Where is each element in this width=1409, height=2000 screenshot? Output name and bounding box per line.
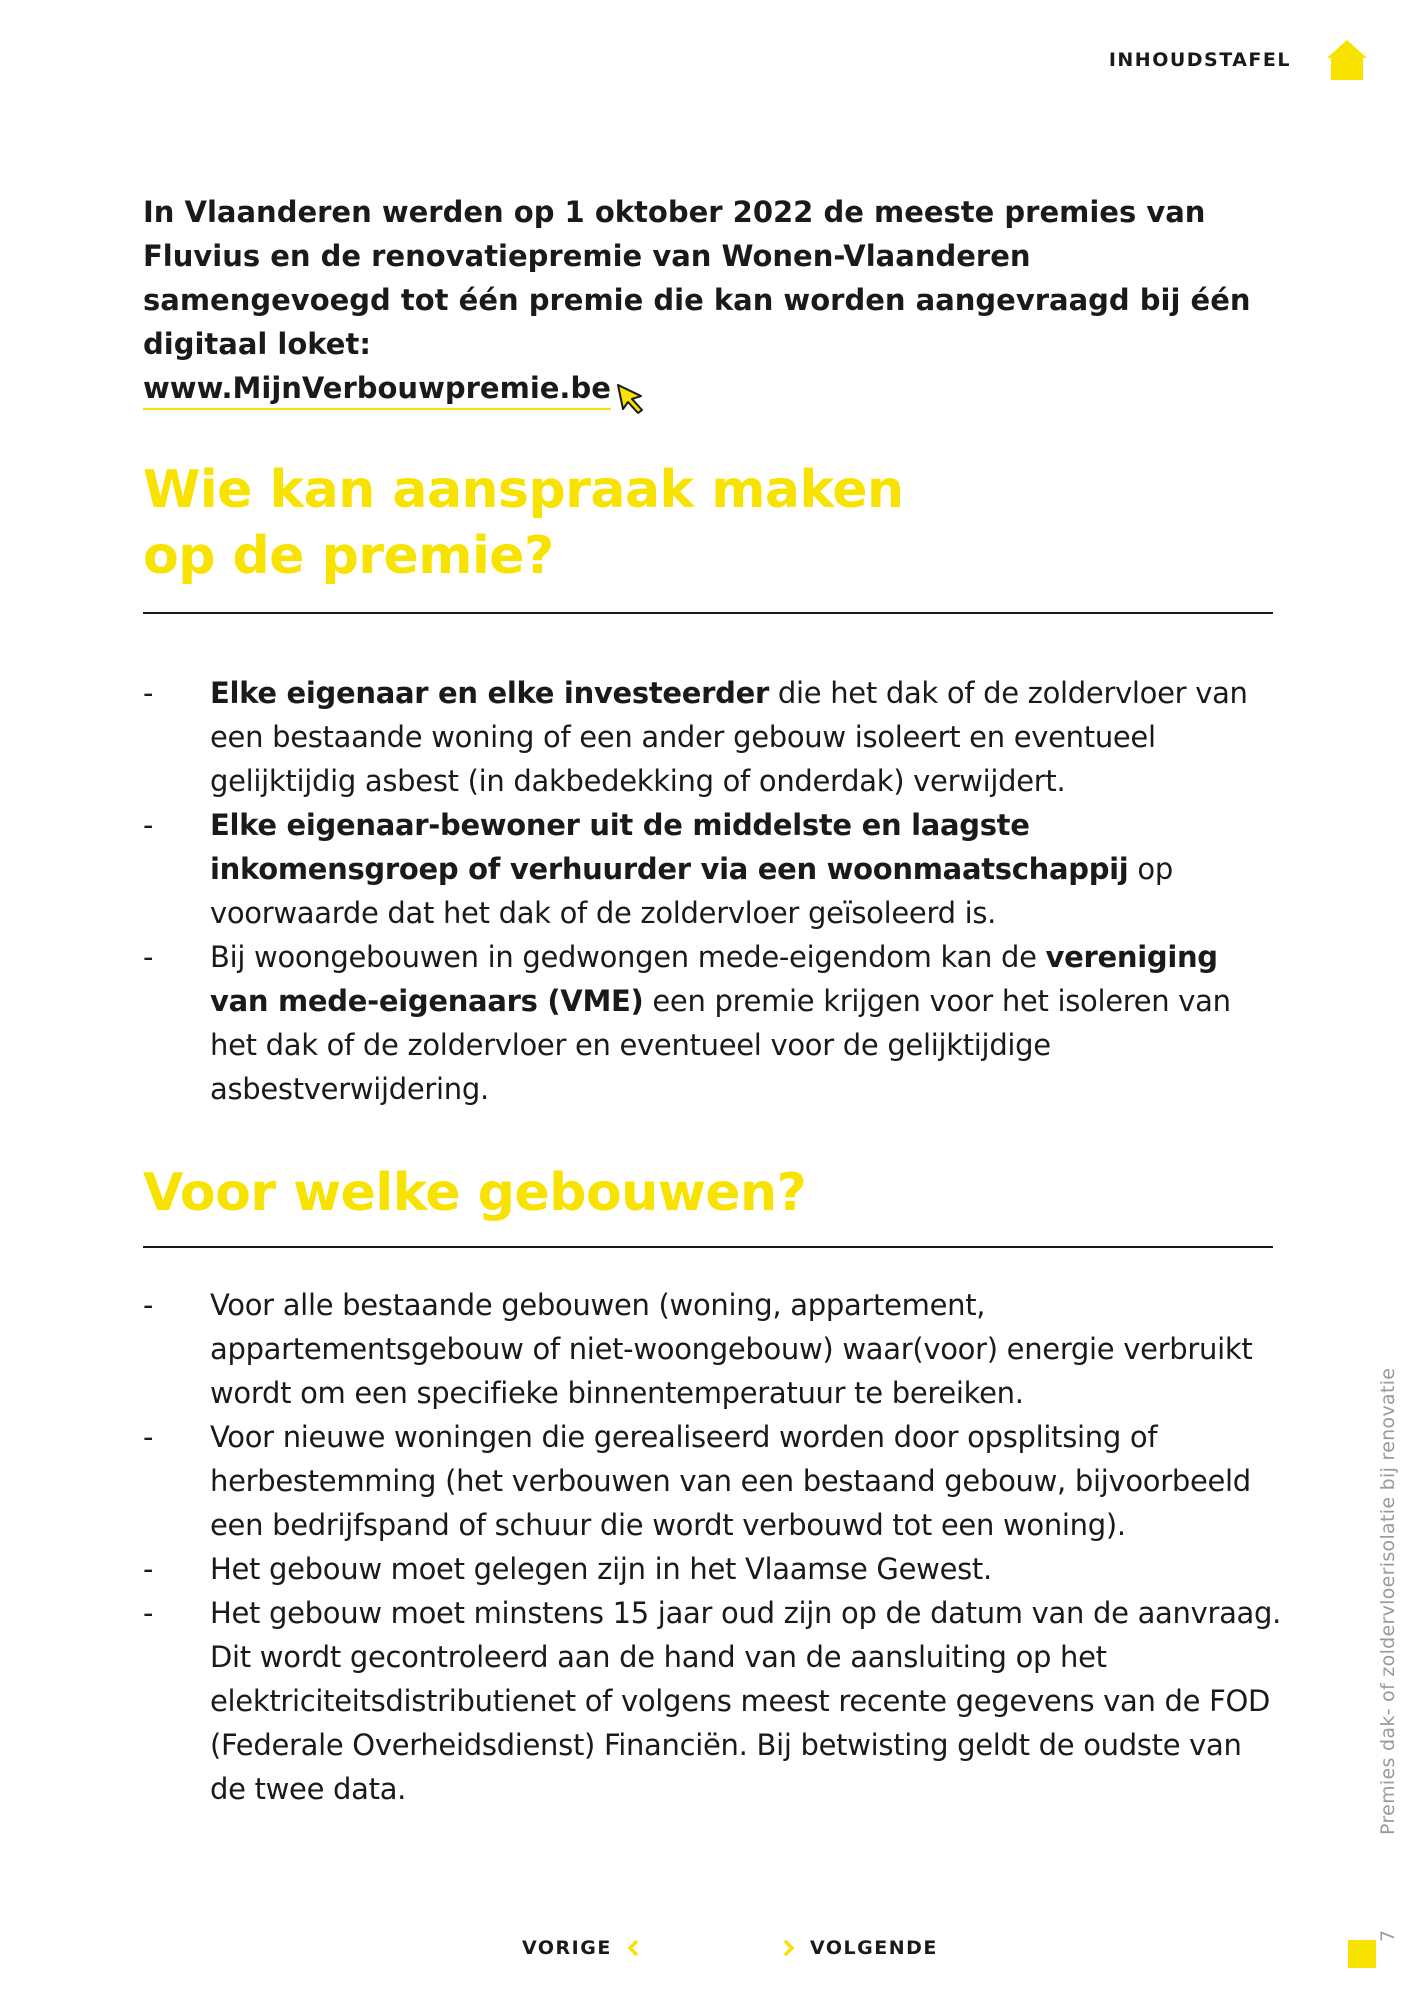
intro-text: In Vlaanderen werden op 1 oktober 2022 de meeste premies van Fluvius en de renovatiepremie van Wonen-Vlaanderen samengevoegd tot één premie die kan worden aangevraagd bij één digitaal loket:: [143, 195, 1251, 361]
next-button[interactable]: [782, 1937, 938, 1959]
section-title-line: op de premie?: [143, 526, 554, 586]
home-icon[interactable]: [1325, 38, 1369, 82]
list-item: [143, 671, 1283, 803]
previous-label: VORIGE: [522, 1937, 612, 1959]
section-title-eligibility: [143, 457, 903, 589]
section-divider: [143, 612, 1273, 614]
website-link[interactable]: www.MijnVerbouwpremie.be: [143, 368, 611, 410]
table-of-contents-link[interactable]: INHOUDSTAFEL: [1108, 49, 1291, 71]
section-divider: [143, 1246, 1273, 1248]
document-title-vertical: Premies dak- of zoldervloerisolatie bij renovatie: [1377, 1367, 1399, 1835]
cursor-icon: [615, 382, 649, 416]
list-item-text: een premie krijgen voor het isoleren van het dak of de zoldervloer en eventueel voor de gelijktijdige asbestverwijdering.: [210, 984, 1231, 1106]
next-label: VOLGENDE: [810, 1937, 938, 1959]
list-item-text: die het dak of de zoldervloer van een bestaande woning of een ander gebouw isoleert en eventueel gelijktijdig asbest (in dakbedekking of onderdak) verwijdert.: [210, 676, 1248, 798]
buildings-list: [143, 1283, 1283, 1811]
list-item: - Voor alle bestaande gebouwen (woning, appartement, appartementsgebouw of niet-woongebouw) waar(voor) energie verbruikt wordt om een specifieke binnentemperatuur te bereiken.: [143, 1283, 1283, 1415]
list-item: - Het gebouw moet minstens 15 jaar oud zijn op de datum van de aanvraag. Dit wordt gecontroleerd aan de hand van de aansluiting op het elektriciteitsdistributienet of volgens meest recente gegevens van de FOD (Federale Overheidsdienst) Financiën. Bij betwisting geldt de oudste van de twee data.: [143, 1591, 1283, 1811]
list-item-text: op voorwaarde dat het dak of de zoldervloer geïsoleerd is.: [210, 852, 1173, 930]
list-item-bold: Elke eigenaar-bewoner uit de middelste en laagste inkomensgroep of verhuurder via een woonmaatschappij: [210, 808, 1129, 886]
list-item-bold: vereniging van mede-eigenaars (VME): [210, 940, 1218, 1018]
section-title-buildings: Voor welke gebouwen?: [143, 1163, 807, 1223]
page-number: 7: [1377, 1929, 1399, 1942]
list-item: [143, 803, 1283, 935]
page-marker: [1348, 1940, 1376, 1968]
list-item: - Voor nieuwe woningen die gerealiseerd worden door opsplitsing of herbestemming (het verbouwen van een bestaand gebouw, bijvoorbeeld een bedrijfspand of schuur die wordt verbouwd tot een woning).: [143, 1415, 1283, 1547]
list-item-bold: Elke eigenaar en elke investeerder: [210, 676, 769, 710]
list-item-text: Bij woongebouwen in gedwongen mede-eigendom kan de: [210, 940, 1046, 974]
section-title-line: Wie kan aanspraak maken: [143, 460, 904, 520]
top-navigation: [1109, 38, 1369, 82]
list-item: - Het gebouw moet gelegen zijn in het Vlaamse Gewest.: [143, 1547, 1283, 1591]
website-link-row: [143, 368, 649, 416]
list-item: [143, 935, 1283, 1111]
intro-paragraph: [143, 190, 1263, 416]
chevron-left-icon: [626, 1938, 640, 1958]
previous-button[interactable]: [522, 1937, 640, 1959]
eligibility-list: [143, 671, 1283, 1111]
chevron-right-icon: [782, 1938, 796, 1958]
